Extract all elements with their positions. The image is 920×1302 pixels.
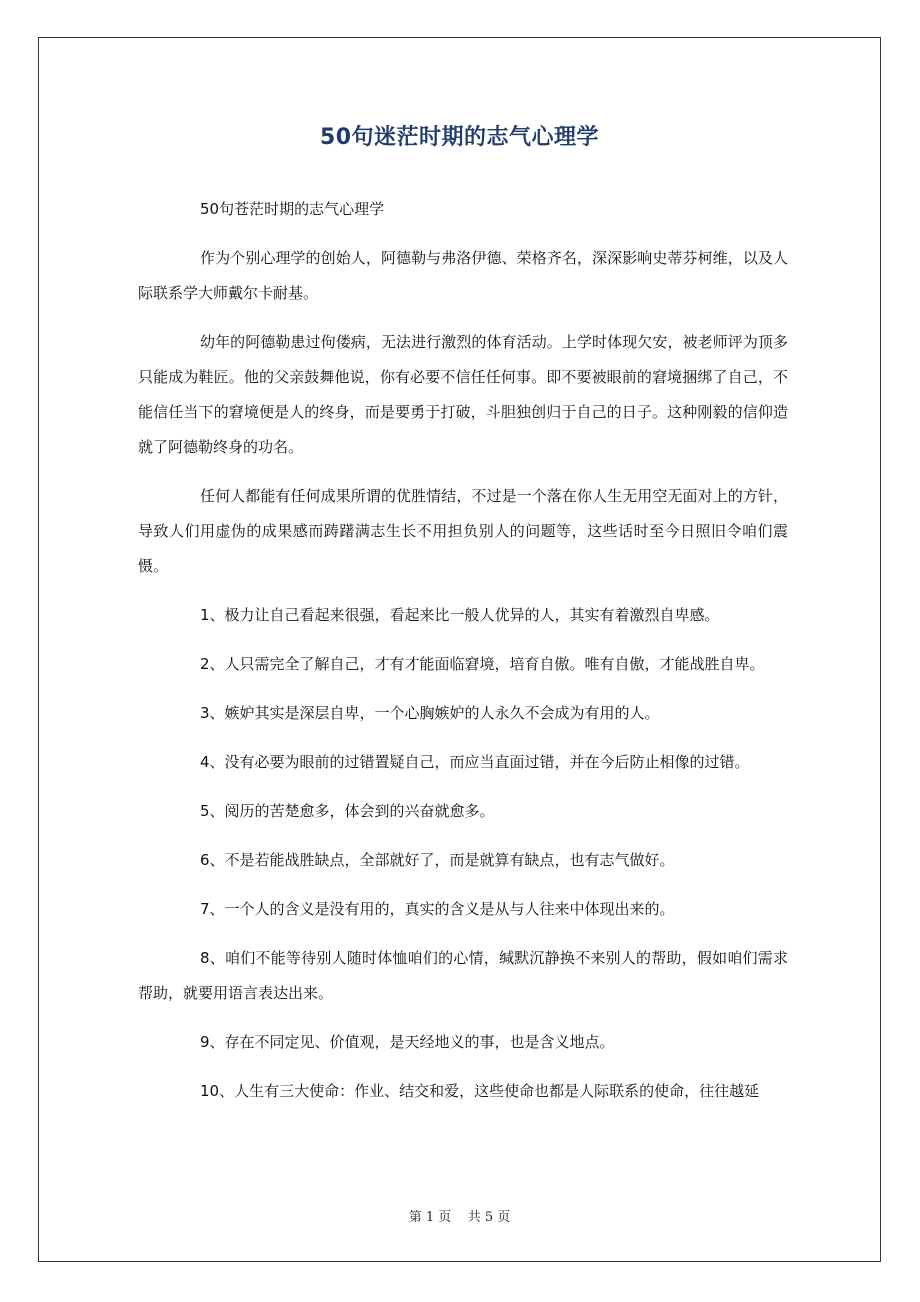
paragraph-childhood: 幼年的阿德勒患过佝偻病，无法进行激烈的体育活动。上学时体现欠安，被老师评为顶多只能成为鞋匠。他的父亲鼓舞他说，你有必要不信任任何事。即不要被眼前的窘境捆绑了自己，不能信任当下的窘境便是人的终身，而是要勇于打破，斗胆独创归于自己的日子。这种刚毅的信仰造就了阿德勒终身的功名。: [138, 333, 788, 456]
quote-item: 2、人只需完全了解自己，才有才能面临窘境，培育自傲。唯有自傲，才能战胜自卑。: [200, 655, 765, 673]
paragraph-superiority: 任何人都能有任何成果所谓的优胜情结，不过是一个落在你人生无用空无面对上的方针，导致人们用虚伪的成果感而踌躇满志生长不用担负别人的问题等，这些话时至今日照旧令咱们震慑。: [138, 487, 788, 575]
quote-item: 5、阅历的苦楚愈多，体会到的兴奋就愈多。: [200, 802, 495, 820]
paragraph-subtitle: 50句苍茫时期的志气心理学: [200, 200, 385, 218]
quote-item: 3、嫉妒其实是深层自卑，一个心胸嫉妒的人永久不会成为有用的人。: [200, 704, 660, 722]
quote-item: 8、咱们不能等待别人随时体恤咱们的心情，缄默沉静换不来别人的帮助，假如咱们需求帮助，就要用语言表达出来。: [138, 949, 788, 1002]
quote-item: 9、存在不同定见、价值观，是天经地义的事，也是含义地点。: [200, 1033, 615, 1051]
paragraph-intro: 作为个别心理学的创始人，阿德勒与弗洛伊德、荣格齐名，深深影响史蒂芬柯维，以及人际联系学大师戴尔卡耐基。: [138, 249, 788, 302]
page-total: 共 5 页: [467, 1210, 511, 1225]
document-body: [138, 192, 788, 1123]
quote-item: 6、不是若能战胜缺点，全部就好了，而是就算有缺点，也有志气做好。: [200, 851, 675, 869]
quote-item: 4、没有必要为眼前的过错置疑自己，而应当直面过错，并在今后防止相像的过错。: [200, 753, 750, 771]
page-number: 第 1 页: [408, 1210, 452, 1225]
quote-item: 1、极力让自己看起来很强，看起来比一般人优异的人，其实有着激烈自卑感。: [200, 606, 720, 624]
quote-item: 7、一个人的含义是没有用的，真实的含义是从与人往来中体现出来的。: [200, 900, 675, 918]
quote-item: 10、人生有三大使命：作业、结交和爱，这些使命也都是人际联系的使命，往往越延: [200, 1082, 760, 1100]
page-footer: [38, 1206, 881, 1225]
document-title: 50句迷茫时期的志气心理学: [319, 125, 600, 150]
